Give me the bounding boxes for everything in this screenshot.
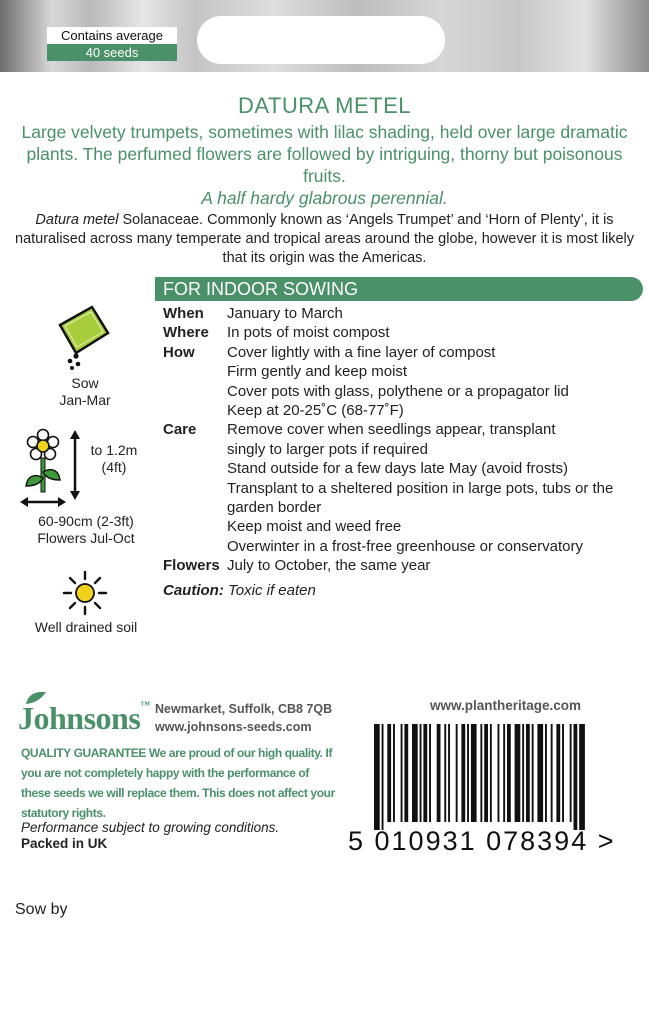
instruction-row (163, 440, 613, 459)
sow-label (50, 375, 120, 409)
barcode-bar (471, 724, 477, 822)
description-text: Large velvety trumpets, sometimes with lilac shading, held over large dramatic plants. The perfumed flowers are followed by intriguing, thorny but poisonous fruits. (21, 122, 628, 186)
guarantee-heading: QUALITY GUARANTEE (21, 746, 146, 760)
instruction-row (163, 304, 613, 323)
spread-label (24, 513, 148, 547)
product-description (20, 121, 629, 209)
instruction-key: When (163, 305, 204, 322)
barcode-bar (574, 724, 578, 830)
instruction-value: Keep at 20-25˚C (68-77˚F) (227, 402, 404, 420)
sow-by-label: Sow by (15, 901, 68, 918)
barcode-bar (484, 724, 488, 822)
instruction-key (163, 498, 227, 517)
sow-label-line2: Jan-Mar (59, 392, 111, 408)
height-label-line1: to 1.2m (90, 442, 138, 458)
caution-note (163, 582, 316, 599)
barcode-bar (490, 724, 492, 822)
barcode-bar (480, 724, 482, 822)
barcode-bar (401, 724, 403, 822)
instruction-key: How (163, 343, 195, 361)
seed-packet-icon (54, 303, 112, 371)
barcode-bar (437, 724, 441, 822)
performance-note: Performance subject to growing conditions. (21, 820, 280, 835)
barcode-bar (503, 724, 505, 822)
instruction-value: In pots of moist compost (227, 324, 390, 342)
barcode-bar (507, 724, 511, 822)
quality-guarantee (21, 743, 341, 823)
instruction-row (163, 420, 613, 439)
product-title: DATURA METEL (237, 93, 412, 118)
instruction-value: July to October, the same year (227, 557, 431, 575)
instruction-row (163, 556, 613, 575)
instruction-value: Firm gently and keep moist (227, 363, 408, 381)
barcode-bar (374, 724, 380, 830)
instruction-row (163, 343, 613, 362)
instruction-value: Cover pots with glass, polythene or a propagator lid (227, 382, 569, 400)
barcode-bar (420, 724, 422, 822)
barcode-bar (537, 724, 543, 822)
instruction-row (163, 459, 613, 478)
barcode-bar (562, 724, 564, 822)
instruction-key: Where (163, 324, 209, 342)
instruction-value: Keep moist and weed free (227, 518, 402, 536)
instruction-value: January to March (227, 305, 343, 322)
barcode-bar (545, 724, 547, 822)
instruction-value: singly to larger pots if required (227, 440, 428, 458)
botanical-text: Solanaceae. Commonly known as ‘Angels Trumpet’ and ‘Horn of Plenty’, it is naturalised across many temperate and tropical areas around the globe, however it is most likely that its origin was the Americas. (15, 212, 634, 266)
soil-label: Well drained soil (34, 619, 138, 635)
plant-heritage-website[interactable]: www.plantheritage.com (430, 698, 582, 713)
instruction-key (163, 459, 227, 478)
label-window (197, 16, 445, 64)
instruction-row (163, 517, 613, 536)
height-label-line2: (4ft) (101, 459, 127, 475)
sowing-header: FOR INDOOR SOWING (155, 277, 643, 301)
barcode-bar (393, 724, 395, 822)
barcode-bar (522, 724, 524, 822)
barcode-bar (498, 724, 500, 822)
brand-trademark: ™ (140, 700, 150, 711)
barcode-bar (423, 724, 427, 822)
packed-in: Packed in UK (21, 836, 108, 851)
instruction-value: Transplant to a sheltered position in large pots, tubs or the (227, 479, 614, 497)
barcode-bar (556, 724, 560, 822)
instruction-row (163, 401, 613, 420)
instruction-key: Flowers (163, 557, 220, 575)
instruction-key (163, 440, 227, 459)
sowing-instructions (163, 304, 613, 576)
barcode-bar (532, 724, 534, 822)
instruction-key (163, 382, 227, 401)
description-italic: A half hardy glabrous perennial. (201, 188, 448, 208)
instruction-row (163, 498, 613, 517)
flower-size-icon (18, 428, 88, 514)
instruction-value: Remove cover when seedlings appear, transplant (227, 421, 556, 439)
instruction-key (163, 401, 227, 420)
barcode-bar (579, 724, 585, 830)
barcode-bar (456, 724, 458, 822)
spread-label-line1: 60-90cm (2-3ft) (38, 513, 134, 529)
barcode-bar (461, 724, 465, 822)
barcode-bar (404, 724, 408, 822)
instruction-value: Cover lightly with a fine layer of compost (227, 343, 496, 361)
caution-label: Caution: (163, 582, 224, 599)
botanical-info (14, 211, 635, 268)
instruction-value: Overwinter in a frost-free greenhouse or conservatory (227, 537, 583, 555)
barcode-bar (429, 724, 431, 822)
barcode-bar (444, 724, 446, 822)
instruction-key (163, 537, 227, 556)
barcode-bar (551, 724, 553, 822)
instruction-value: garden border (227, 499, 322, 517)
instruction-row (163, 323, 613, 342)
barcode-bar (412, 724, 418, 822)
brand-logo (18, 700, 150, 737)
barcode-bar (526, 724, 530, 822)
barcode-bar (448, 724, 450, 822)
instruction-row (163, 362, 613, 381)
instruction-key (163, 517, 227, 536)
barcode-number: 5 010931 078394 > (348, 826, 616, 856)
height-label (84, 442, 144, 476)
botanical-name: Datura metel (35, 212, 119, 228)
caution-text: Toxic if eaten (223, 582, 316, 599)
seed-count-box (47, 27, 177, 61)
instruction-row (163, 479, 613, 498)
barcode-bar (570, 724, 572, 822)
instruction-row (163, 382, 613, 401)
instruction-value: Stand outside for a few days late May (avoid frosts) (227, 460, 568, 478)
brand-address: Newmarket, Suffolk, CB8 7QB (155, 702, 333, 716)
seed-count-line1: Contains average (47, 27, 177, 44)
guarantee-text: We are proud of our high quality. If you are not completely happy with the performance of these seeds we will replace them. This does not affect your statutory rights. (21, 746, 335, 820)
instruction-key (163, 362, 227, 381)
instruction-row (163, 537, 613, 556)
barcode-bar (467, 724, 469, 822)
sun-icon (62, 570, 108, 616)
barcode-icon (374, 724, 632, 830)
barcode-bar (382, 724, 384, 830)
instruction-key: Care (163, 421, 197, 439)
sow-label-line1: Sow (71, 375, 99, 391)
barcode-bar (515, 724, 521, 822)
seed-count-line2: 40 seeds (47, 44, 177, 61)
barcode-bar (387, 724, 391, 822)
brand-name: Johnsons (18, 700, 141, 736)
brand-address-block (155, 700, 332, 736)
instruction-key (163, 479, 227, 498)
brand-website[interactable]: www.johnsons-seeds.com (155, 720, 312, 734)
spread-label-line2: Flowers Jul-Oct (37, 530, 135, 546)
